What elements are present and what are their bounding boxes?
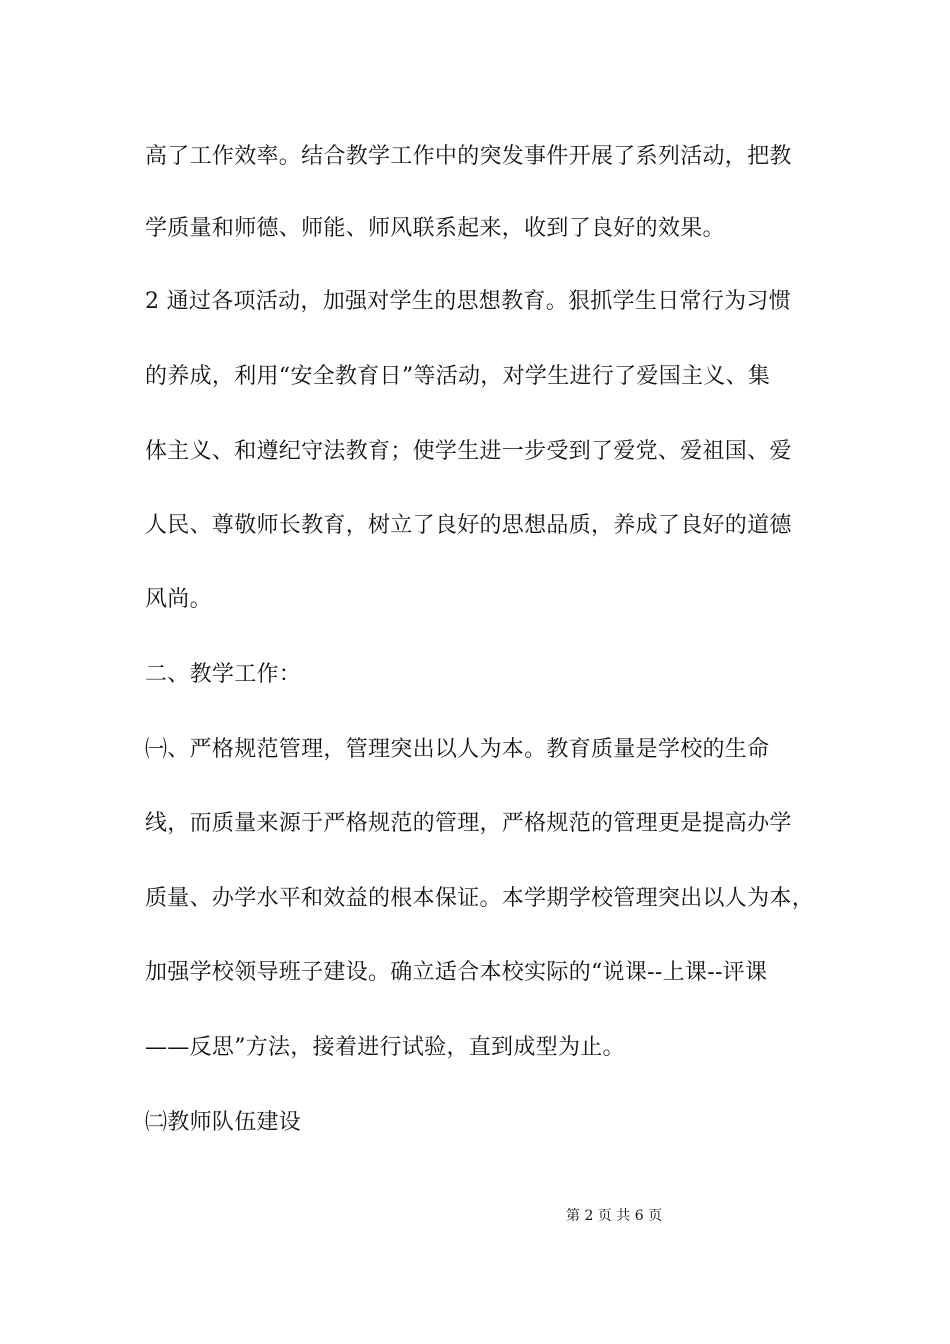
text-line-11: 质量、办学水平和效益的根本保证。本学期学校管理突出以人为本， (145, 886, 815, 911)
text-line-7: 风尚。 (145, 587, 212, 612)
text-line-4: 的养成，利用“安全教育日”等活动，对学生进行了爱国主义、集 (145, 364, 771, 389)
section-heading-teaching-work: 二、教学工作： (145, 662, 302, 687)
text-line-13: ——反思”方法，接着进行试验，直到成型为止。 (145, 1035, 625, 1060)
text-line-12: 加强学校领导班子建设。确立适合本校实际的“说课--上课--评课 (145, 960, 768, 985)
page-number: 第 2 页 共 6 页 (566, 1208, 663, 1224)
text-line-9: ㈠、严格规范管理，管理突出以人为本。教育质量是学校的生命 (145, 737, 770, 762)
text-line-10: 线，而质量来源于严格规范的管理，严格规范的管理更是提高办学 (145, 811, 792, 836)
text-line-2: 学质量和师德、师能、师风联系起来，收到了良好的效果。 (145, 216, 725, 241)
subsection-heading-teacher-team: ㈡教师队伍建设 (145, 1110, 302, 1135)
text-line-5: 体主义、和遵纪守法教育；使学生进一步受到了爱党、爱祖国、爱 (145, 439, 792, 464)
text-line-6: 人民、尊敬师长教育，树立了良好的思想品质，养成了良好的道德 (145, 513, 792, 538)
text-line-3: 2 通过各项活动，加强对学生的思想教育。狠抓学生日常行为习惯 (145, 289, 791, 314)
text-line-1: 高了工作效率。结合教学工作中的突发事件开展了系列活动，把教 (145, 144, 792, 169)
